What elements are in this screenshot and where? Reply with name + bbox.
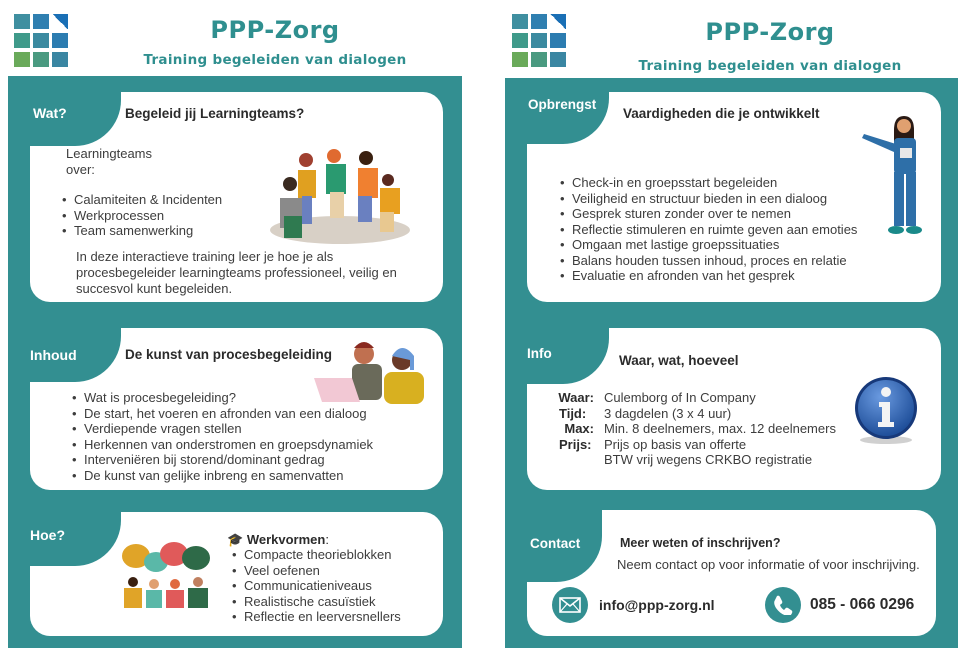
section-heading: De kunst van procesbegeleiding: [125, 347, 333, 362]
graduation-cap-icon: 🎓: [227, 532, 244, 547]
list-item: • Team samenwerking: [62, 223, 222, 239]
list-item: • Veiligheid en structuur bieden in een dialoog: [560, 191, 857, 207]
section-tab-label: Inhoud: [30, 347, 77, 363]
list-item: • Wat is procesbegeleiding?: [72, 390, 373, 406]
phone-icon[interactable]: [765, 587, 801, 623]
section-tab-label: Hoe?: [30, 527, 65, 543]
bullet-list: [232, 547, 401, 625]
presenter-woman-illustration: [858, 112, 930, 238]
list-item: • Veel oefenen: [232, 563, 401, 579]
list-item: • Balans houden tussen inhoud, proces en relatie: [560, 253, 857, 269]
email-link[interactable]: info@ppp-zorg.nl: [599, 597, 715, 613]
section-paragraph: Neem contact op voor informatie of voor inschrijving.: [617, 557, 920, 572]
list-item: • Werkprocessen: [62, 208, 222, 224]
list-item: • Compacte theorieblokken: [232, 547, 401, 563]
brand-header: [90, 16, 460, 68]
werkvormen-heading: 🎓 Werkvormen:: [227, 532, 329, 547]
brochure-page-left: [0, 0, 470, 656]
ppp-zorg-logo-icon: [512, 14, 568, 68]
info-table: [552, 390, 836, 468]
section-intro: Learningteams over:: [66, 146, 152, 177]
list-item: • Reflectie en leerversnellers: [232, 609, 401, 625]
bullet-list: [560, 175, 857, 284]
list-item: • Herkennen van onderstromen en groepsdynamiek: [72, 437, 373, 453]
list-item: • De kunst van gelijke inbreng en samenvatten: [72, 468, 373, 484]
section-heading: Vaardigheden die je ontwikkelt: [623, 106, 820, 121]
list-item: • Calamiteiten & Incidenten: [62, 192, 222, 208]
list-item: • Realistische casuïstiek: [232, 594, 401, 610]
email-icon[interactable]: [552, 587, 588, 623]
section-tab-label: Opbrengst: [528, 97, 597, 112]
info-row-prijs: Prijs: Prijs op basis van offerte: [559, 436, 747, 452]
section-heading: Begeleid jij Learningteams?: [125, 106, 305, 121]
info-row-max: Max: Min. 8 deelnemers, max. 12 deelnemers: [564, 421, 836, 436]
list-item: • Interveniëren bij storend/dominant gedrag: [72, 452, 373, 468]
list-item: • Gesprek sturen zonder over te nemen: [560, 206, 857, 222]
bullet-list: [62, 192, 222, 239]
phone-number[interactable]: 085 - 066 0296: [810, 596, 915, 613]
brand-header: [585, 18, 955, 74]
brand-title: PPP-Zorg: [210, 16, 340, 44]
group-circle-chairs-illustration: [268, 148, 412, 246]
speech-bubbles-people-illustration: [122, 542, 212, 608]
brochure-page-right: [490, 0, 969, 656]
two-people-laptop-illustration: [312, 340, 432, 408]
ppp-zorg-logo-icon: [14, 14, 70, 68]
brand-subtitle: Training begeleiden van dialogen: [143, 52, 407, 68]
section-tab-label: Wat?: [33, 105, 67, 121]
list-item: • Reflectie stimuleren en ruimte geven aan emoties: [560, 222, 857, 238]
list-item: • Communicatieniveaus: [232, 578, 401, 594]
brand-subtitle: Training begeleiden van dialogen: [638, 58, 902, 74]
section-tab-label: Contact: [530, 536, 581, 551]
list-item: • Omgaan met lastige groepssituaties: [560, 237, 857, 253]
list-item: • Verdiepende vragen stellen: [72, 421, 373, 437]
info-icon: [852, 376, 920, 446]
list-item: • Check-in en groepsstart begeleiden: [560, 175, 857, 191]
section-heading: Meer weten of inschrijven?: [620, 536, 781, 550]
info-row-tijd: Tijd: 3 dagdelen (3 x 4 uur): [559, 405, 732, 421]
info-row-btw: BTW vrij wegens CRKBO registratie: [604, 452, 813, 467]
list-item: • Evaluatie en afronden van het gesprek: [560, 268, 857, 284]
section-heading: Waar, wat, hoeveel: [619, 353, 739, 368]
section-paragraph: In deze interactieve training leer je hoe je als procesbegeleider learningteams professioneel, veilig en succesvol kunt begeleiden.: [76, 249, 397, 296]
brand-title: PPP-Zorg: [705, 18, 835, 46]
info-row-waar: Waar: Culemborg of In Company: [558, 390, 756, 405]
section-tab-label: Info: [527, 346, 552, 361]
list-item: • De start, het voeren en afronden van een dialoog: [72, 406, 373, 422]
